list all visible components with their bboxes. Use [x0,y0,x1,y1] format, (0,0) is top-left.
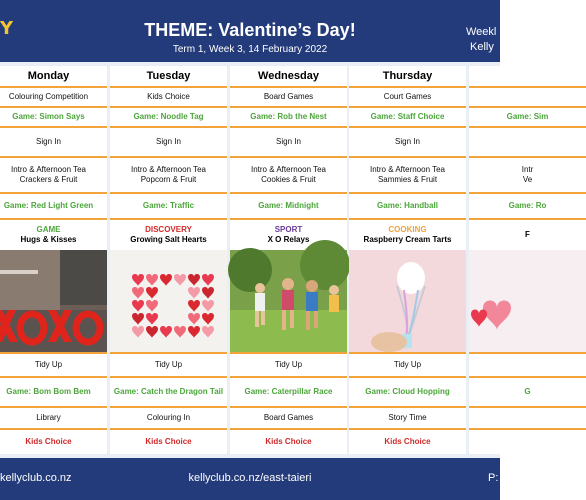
afternoon-tea-food: Crackers & Fruit [19,175,78,184]
activity-cell: Colouring In [146,413,191,422]
kids-choice-cell: Kids Choice [384,437,431,446]
header-right-line2: Kelly [470,41,494,53]
sign-in-cell: Sign In [395,137,420,146]
header-banner [0,0,500,62]
activity-title: X O Relays [267,235,310,244]
afternoon-tea-label: Intr [521,165,534,174]
day-column-thursday [349,66,466,454]
day-heading: Tuesday [146,70,191,82]
feature-activity-heading [0,220,107,250]
afternoon-tea-label: Intro & Afternoon Tea [130,165,206,174]
feature-activity-heading [469,220,586,250]
afternoon-tea-label: Intro & Afternoon Tea [10,165,86,174]
activity-category: SPORT [274,225,303,234]
header-right-line1: Weekl [466,26,497,38]
tidy-up-cell: Tidy Up [393,360,422,369]
kids-running-photo [230,250,347,352]
page-subtitle: Term 1, Week 3, 14 February 2022 [172,44,328,55]
game-cell: Game: Rob the Nest [250,112,327,121]
game-cell: Game: Handball [377,201,438,210]
day-column-monday [0,66,107,454]
activity-cell: Library [36,413,61,422]
day-heading [469,66,586,86]
whisk-cream-photo [349,250,466,352]
day-column-wednesday [230,66,347,454]
game-cell: Game: Traffic [142,201,195,210]
afternoon-tea-cell [349,158,466,192]
game-cell: Game: Noodle Tag [133,112,204,121]
timetable-grid [0,62,549,458]
activity-cell: Board Games [263,92,314,101]
footer-banner [0,458,500,500]
activity-category: GAME [36,225,61,234]
feature-activity-heading [349,220,466,250]
game-cell: Game: Sim [506,112,549,121]
game-cell: Game: Cloud Hopping [365,387,450,396]
activity-image [0,250,107,352]
activity-image [110,250,227,352]
corner-letter: Y [0,18,14,39]
footer-club-url[interactable]: kellyclub.co.nz/east-taieri [188,472,312,484]
afternoon-tea-label: Intro & Afternoon Tea [369,165,445,174]
kids-choice-cell: Kids Choice [145,437,192,446]
activity-cell [469,408,586,428]
afternoon-tea-cell [469,158,586,192]
activity-category: DISCOVERY [145,225,192,234]
activity-image [349,250,466,352]
afternoon-tea-food: Popcorn & Fruit [140,175,197,184]
activity-title: Raspberry Cream Tarts [363,235,452,244]
day-column-friday [469,66,586,454]
game-cell: Game: Caterpillar Race [244,387,333,396]
tidy-up-cell: Tidy Up [34,360,63,369]
activity-cell: Board Games [263,413,314,422]
activity-category: COOKING [388,225,427,234]
salt-hearts-photo [110,250,227,352]
kids-choice-cell: Kids Choice [25,437,72,446]
game-cell: Game: Catch the Dragon Tail [113,387,224,396]
activity-image [230,250,347,352]
hugs-kisses-photo [0,250,107,352]
game-cell: Game: Staff Choice [370,112,445,121]
game-cell: G [524,387,531,396]
day-column-tuesday [110,66,227,454]
sign-in-cell [469,128,586,156]
footer-phone: P: [488,472,499,484]
activity-cell [469,88,586,106]
sign-in-cell: Sign In [276,137,301,146]
afternoon-tea-label: Intro & Afternoon Tea [250,165,326,174]
activity-image [469,250,586,352]
activity-title: F [525,230,530,239]
day-heading: Wednesday [258,70,319,82]
activity-cell: Court Games [383,92,432,101]
kids-choice-cell: Kids Choice [265,437,312,446]
day-heading: Monday [27,70,70,82]
game-cell: Game: Midnight [258,201,319,210]
game-cell: Game: Red Light Green [3,201,94,210]
page-title: THEME: Valentine’s Day! [144,20,356,40]
afternoon-tea-food: Ve [522,175,533,184]
tidy-up-cell: Tidy Up [154,360,183,369]
activity-cell: Story Time [388,413,427,422]
afternoon-tea-cell [0,158,107,192]
activity-cell: Colouring Competition [8,92,89,101]
hearts-photo [469,250,586,352]
activity-title: Hugs & Kisses [20,235,77,244]
afternoon-tea-food: Cookies & Fruit [261,175,316,184]
afternoon-tea-cell [110,158,227,192]
activity-cell: Kids Choice [147,92,190,101]
game-cell: Game: Ro [508,201,547,210]
afternoon-tea-food: Sammies & Fruit [377,175,438,184]
feature-activity-heading [110,220,227,250]
sign-in-cell: Sign In [156,137,181,146]
day-heading: Thursday [382,70,433,82]
kids-choice-cell [469,430,586,454]
activity-title: Growing Salt Hearts [130,235,207,244]
game-cell: Game: Simon Says [12,112,85,121]
tidy-up-cell: Tidy Up [274,360,303,369]
game-cell: Game: Bom Bom Bem [6,387,91,396]
footer-website[interactable]: kellyclub.co.nz [0,472,72,484]
afternoon-tea-cell [230,158,347,192]
tidy-up-cell [469,354,586,376]
sign-in-cell: Sign In [36,137,61,146]
